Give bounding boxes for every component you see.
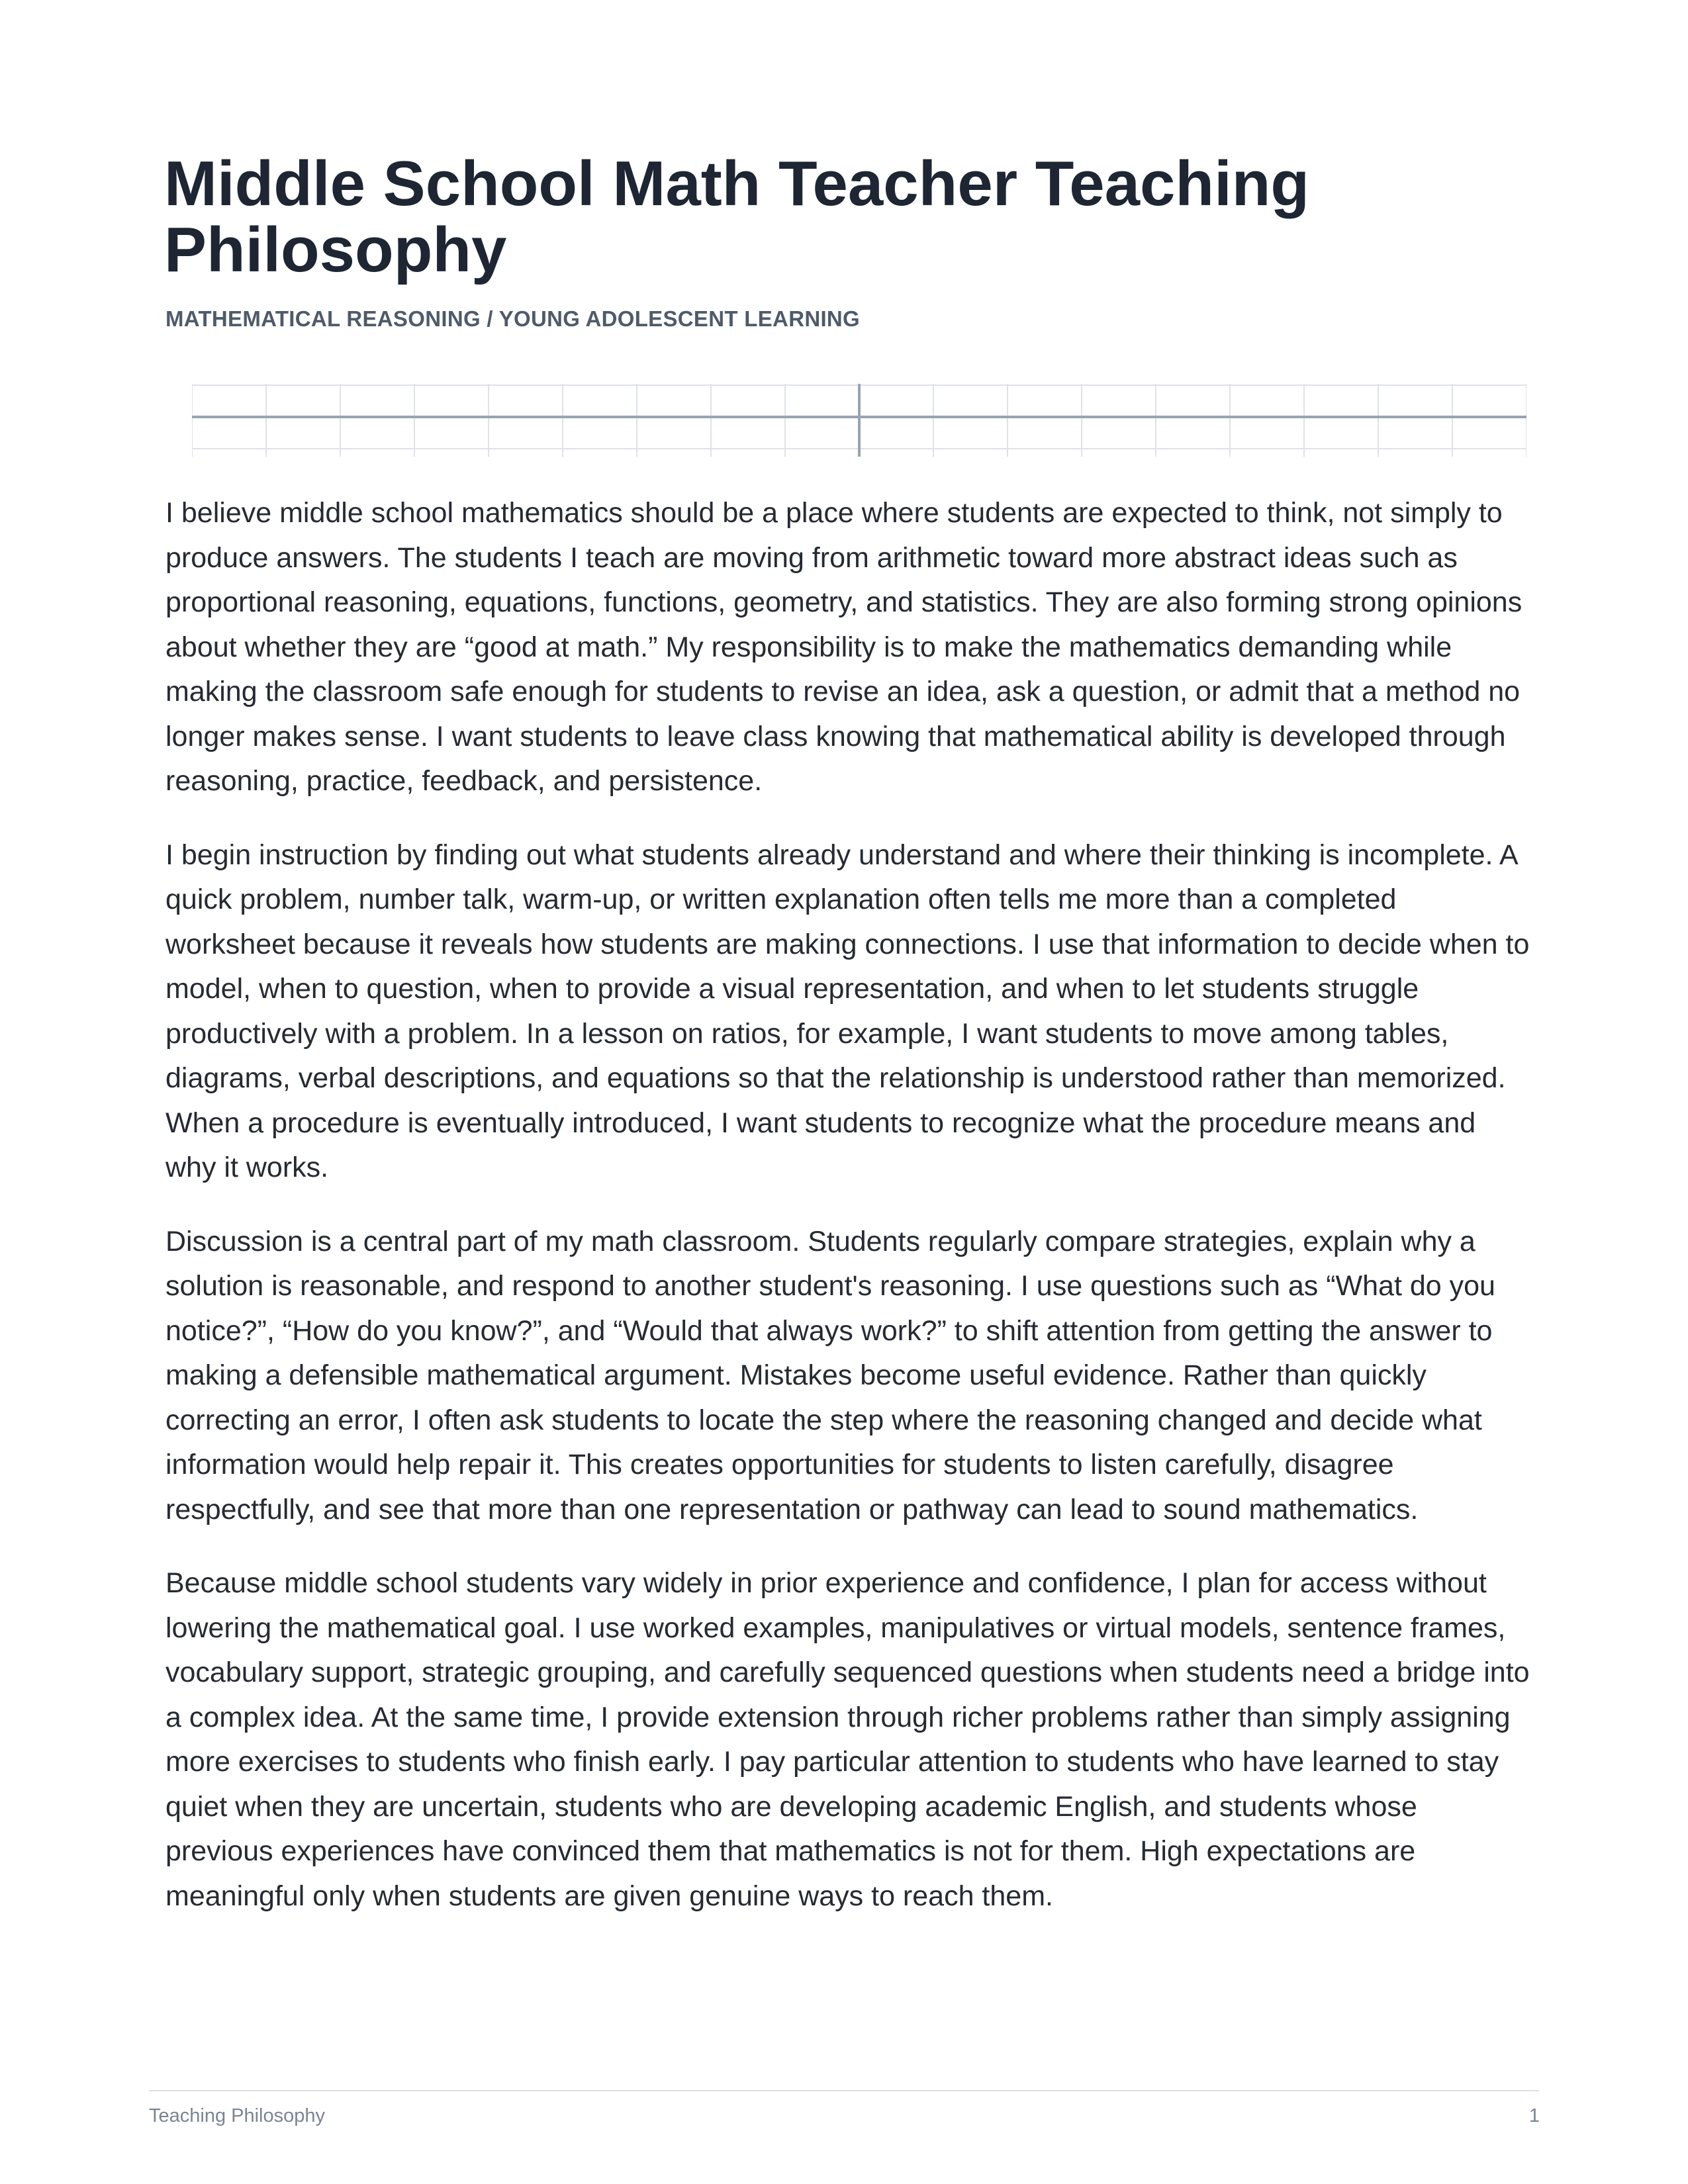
footer-page-number: 1 [1528, 2105, 1540, 2126]
coordinate-grid-graphic [192, 384, 1526, 457]
paragraph-beliefs: I believe middle school mathematics should be a place where students are expected to think, not simply to produce answers. The students I teach are moving from arithmetic toward more abstract ideas such as proportional reasoning, equations, functions, geometry, and statistics. They are also forming strong opinions about whether they are “good at math.” My responsibility is to make the mathematics demanding while making the classroom safe enough for students to revise an idea, ask a question, or admit that a method no longer makes sense. I want students to leave class knowing that mathematical ability is developed through reasoning, practice, feedback, and persistence. [165, 497, 1523, 797]
footer-divider [149, 2090, 1539, 2091]
page-title: Middle School Math Teacher Teaching Philosophy [164, 148, 1310, 285]
page-subtitle: MATHEMATICAL REASONING / YOUNG ADOLESCENT LEARNING [165, 306, 861, 331]
paragraph-discussion: Discussion is a central part of my math classroom. Students regularly compare strategies, explain why a solution is reasonable, and respond to another student's reasoning. I use questions such as “What do you notice?”, “How do you know?”, and “Would that always work?” to shift attention from getting the answer to making a defensible mathematical argument. Mistakes become useful evidence. Rather than quickly correcting an error, I often ask students to locate the step where the reasoning changed and decide what information would help repair it. This creates opportunities for students to listen carefully, disagree respectfully, and see that more than one representation or pathway can lead to sound mathematics. [165, 1225, 1495, 1525]
paragraph-instruction: I begin instruction by finding out what students already understand and where their thinking is incomplete. A quick problem, number talk, warm-up, or written explanation often tells me more than a completed worksheet because it reveals how students are making connections. I use that information to decide when to model, when to question, when to provide a visual representation, and when to let students struggle productively with a problem. In a lesson on ratios, for example, I want students to move among tables, diagrams, verbal descriptions, and equations so that the relationship is understood rather than memorized. When a procedure is eventually introduced, I want students to recognize what the procedure means and why it works. [165, 839, 1530, 1183]
paragraph-access: Because middle school students vary widely in prior experience and confidence, I plan for access without lowering the mathematical goal. I use worked examples, manipulatives or virtual models, sentence frames, vocabulary support, strategic grouping, and carefully sequenced questions when students need a bridge into a complex idea. At the same time, I provide extension through richer problems rather than simply assigning more exercises to students who finish early. I pay particular attention to students who have learned to stay quiet when they are uncertain, students who are developing academic English, and students whose previous experiences have convinced them that mathematics is not for them. High expectations are meaningful only when students are given genuine ways to reach them. [165, 1567, 1530, 1912]
body-text [165, 491, 1532, 1948]
footer-label: Teaching Philosophy [149, 2105, 326, 2126]
